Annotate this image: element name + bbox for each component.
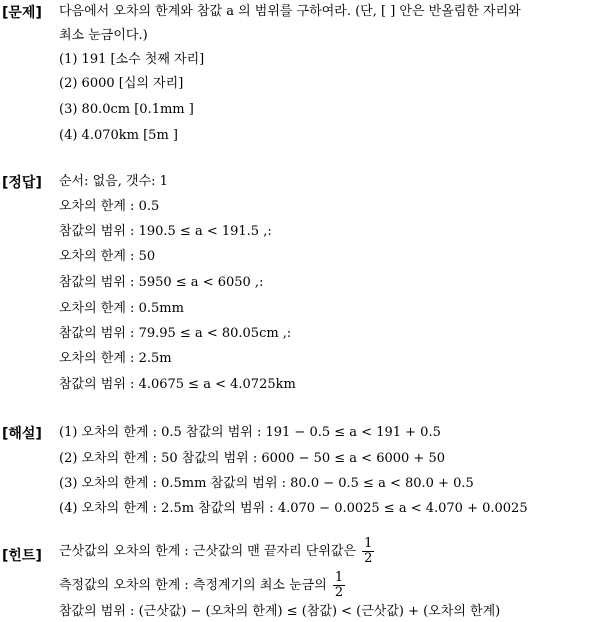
hint-text-measure: 측정값의 오차의 한계 : 측정계기의 최소 눈금의 [59, 578, 327, 593]
problem-tag: [문제] [2, 5, 42, 21]
problem-line: 최소 눈금이다.) [59, 28, 148, 43]
explanation-line: (1) 오차의 한계 : 0.5 참값의 범위 : 191 − 0.5 ≤ a < 191 + 0.5 [59, 425, 441, 440]
fraction-denominator: 2 [364, 551, 373, 566]
answer-line: 참값의 범위 : 5950 ≤ a < 6050 ,: [59, 275, 264, 290]
problem-line: (2) 6000 [십의 자리] [59, 76, 184, 91]
answer-tag: [정답] [2, 175, 42, 191]
hint-line-approx [59, 537, 376, 566]
problem-line: (1) 191 [소수 첫째 자리] [59, 52, 205, 67]
answer-line: 오차의 한계 : 0.5mm [59, 301, 184, 316]
hint-tag: [힌트] [2, 548, 42, 564]
hint-line-range: 참값의 범위 : (근삿값) − (오차의 한계) ≤ (참값) < (근삿값) + (오차의 한계) [59, 604, 501, 619]
hint-text-approx: 근삿값의 오차의 한계 : 근삿값의 맨 끝자리 단위값은 [59, 544, 357, 559]
answer-line: 참값의 범위 : 4.0675 ≤ a < 4.0725km [59, 377, 296, 392]
problem-line: (4) 4.070km [5m ] [59, 128, 178, 143]
answer-line: 참값의 범위 : 190.5 ≤ a < 191.5 ,: [59, 224, 272, 239]
explanation-line: (3) 오차의 한계 : 0.5mm 참값의 범위 : 80.0 − 0.5 ≤ a < 80.0 + 0.5 [59, 476, 474, 491]
explanation-line: (4) 오차의 한계 : 2.5m 참값의 범위 : 4.070 − 0.0025 ≤ a < 4.070 + 0.0025 [59, 501, 528, 516]
answer-line: 오차의 한계 : 50 [59, 249, 156, 264]
answer-line: 순서: 없음, 갯수: 1 [59, 174, 168, 189]
explanation-tag: [해설] [2, 426, 42, 442]
answer-line: 참값의 범위 : 79.95 ≤ a < 80.05cm ,: [59, 326, 292, 341]
answer-line: 오차의 한계 : 0.5 [59, 199, 160, 214]
explanation-line: (2) 오차의 한계 : 50 참값의 범위 : 6000 − 50 ≤ a < 6000 + 50 [59, 451, 445, 466]
fraction-one-half [362, 537, 374, 566]
fraction-numerator: 1 [364, 536, 373, 551]
problem-line: (3) 80.0cm [0.1mm ] [59, 102, 194, 117]
fraction-numerator: 1 [334, 570, 344, 585]
fraction-denominator: 2 [334, 585, 344, 600]
answer-line: 오차의 한계 : 2.5m [59, 351, 172, 366]
hint-line-measure [59, 571, 347, 600]
fraction-one-half [333, 571, 345, 600]
problem-line: 다음에서 오차의 한계와 참값 a 의 범위를 구하여라. (단, [ ] 안은 반올림한 자리와 [59, 4, 521, 19]
